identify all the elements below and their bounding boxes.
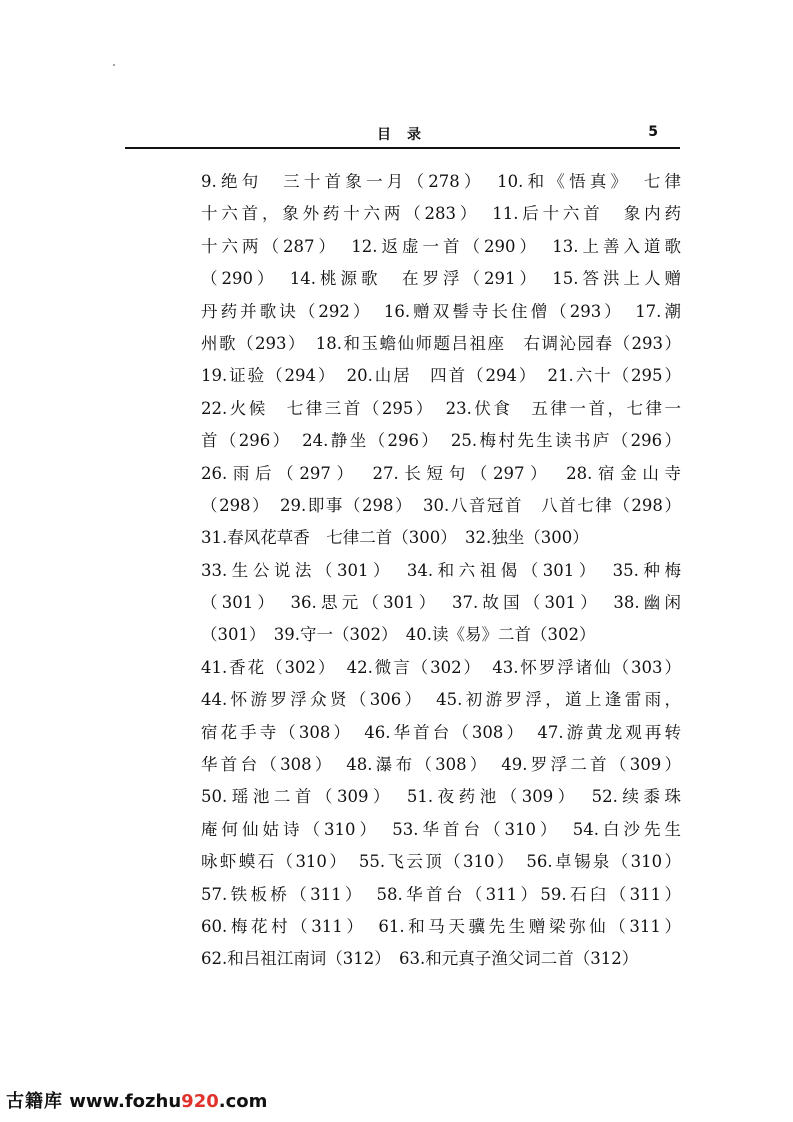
running-title: 目录 [377, 127, 437, 143]
toc-line: 60.梅花村（311） 61.和马天骥先生赠梁弥仙（311） [201, 916, 681, 936]
site-watermark [6, 1087, 267, 1113]
toc-line: 宿花手寺（308） 46.华首台（308） 47.游黄龙观再转 [201, 722, 681, 742]
toc-line: 41.香花（302） 42.微言（302） 43.怀罗浮诸仙（303） [201, 657, 681, 677]
toc-line: 50.瑶池二首（309） 51.夜药池（309） 52.续黍珠 [201, 787, 681, 807]
toc-line: 华首台（308） 48.瀑布（308） 49.罗浮二首（309） [201, 755, 681, 775]
toc-line: （301） 36.思元（301） 37.故国（301） 38.幽闲 [201, 593, 681, 613]
toc-line: 57.铁板桥（311） 58.华首台（311）59.石臼（311） [201, 884, 681, 904]
toc-line: （290） 14.桃源歌 在罗浮（291） 15.答洪上人赠 [201, 269, 681, 289]
toc-line: 19.证验（294） 20.山居 四首（294） 21.六十（295） [201, 366, 681, 386]
toc-line: 丹药并歌诀（292） 16.赠双髻寺长住僧（293） 17.潮 [201, 301, 681, 321]
page-number: 5 [648, 124, 658, 140]
watermark-brand: 古籍库 [6, 1091, 63, 1112]
toc-line: 十六两（287） 12.返虚一首（290） 13.上善入道歌 [201, 236, 681, 256]
toc-line: 咏虾蟆石（310） 55.飞云顶（310） 56.卓锡泉（310） [201, 852, 681, 872]
page-header [125, 124, 680, 148]
toc-line: （298） 29.即事（298） 30.八音冠首 八首七律（298） [201, 495, 681, 515]
watermark-url-suffix: .com [218, 1091, 268, 1112]
toc-line: 州歌（293） 18.和玉蟾仙师题吕祖座 右调沁园春（293） [201, 333, 681, 353]
toc-line: （301） 39.守一（302） 40.读《易》二首（302） [201, 625, 596, 645]
toc-line: 44.怀游罗浮众贤（306） 45.初游罗浮，道上逢雷雨， [201, 690, 681, 710]
toc-line: 26.雨后（297） 27.长短句（297） 28.宿金山寺 [201, 463, 681, 483]
toc-line: 十六首，象外药十六两（283） 11.后十六首 象内药 [201, 204, 681, 224]
watermark-url-number: 920 [181, 1091, 219, 1112]
toc-line: 首（296） 24.静坐（296） 25.梅村先生读书庐（296） [201, 431, 681, 451]
header-rule [125, 147, 680, 149]
table-of-contents [201, 166, 681, 976]
toc-line: 22.火候 七律三首（295） 23.伏食 五律一首，七律一 [201, 398, 681, 418]
toc-line: 庵何仙姑诗（310） 53.华首台（310） 54.白沙先生 [201, 819, 681, 839]
toc-line: 62.和吕祖江南词（312） 63.和元真子渔父词二首（312） [201, 949, 639, 969]
toc-line: 31.春风花草香 七律二首（300） 32.独坐（300） [201, 528, 589, 548]
toc-line: 9.绝句 三十首象一月（278） 10.和《悟真》 七律 [201, 172, 681, 191]
toc-line: 33.生公说法（301） 34.和六祖偈（301） 35.种梅 [201, 560, 681, 580]
watermark-url-prefix: www.fozhu [69, 1091, 182, 1112]
scan-speck [113, 64, 115, 66]
